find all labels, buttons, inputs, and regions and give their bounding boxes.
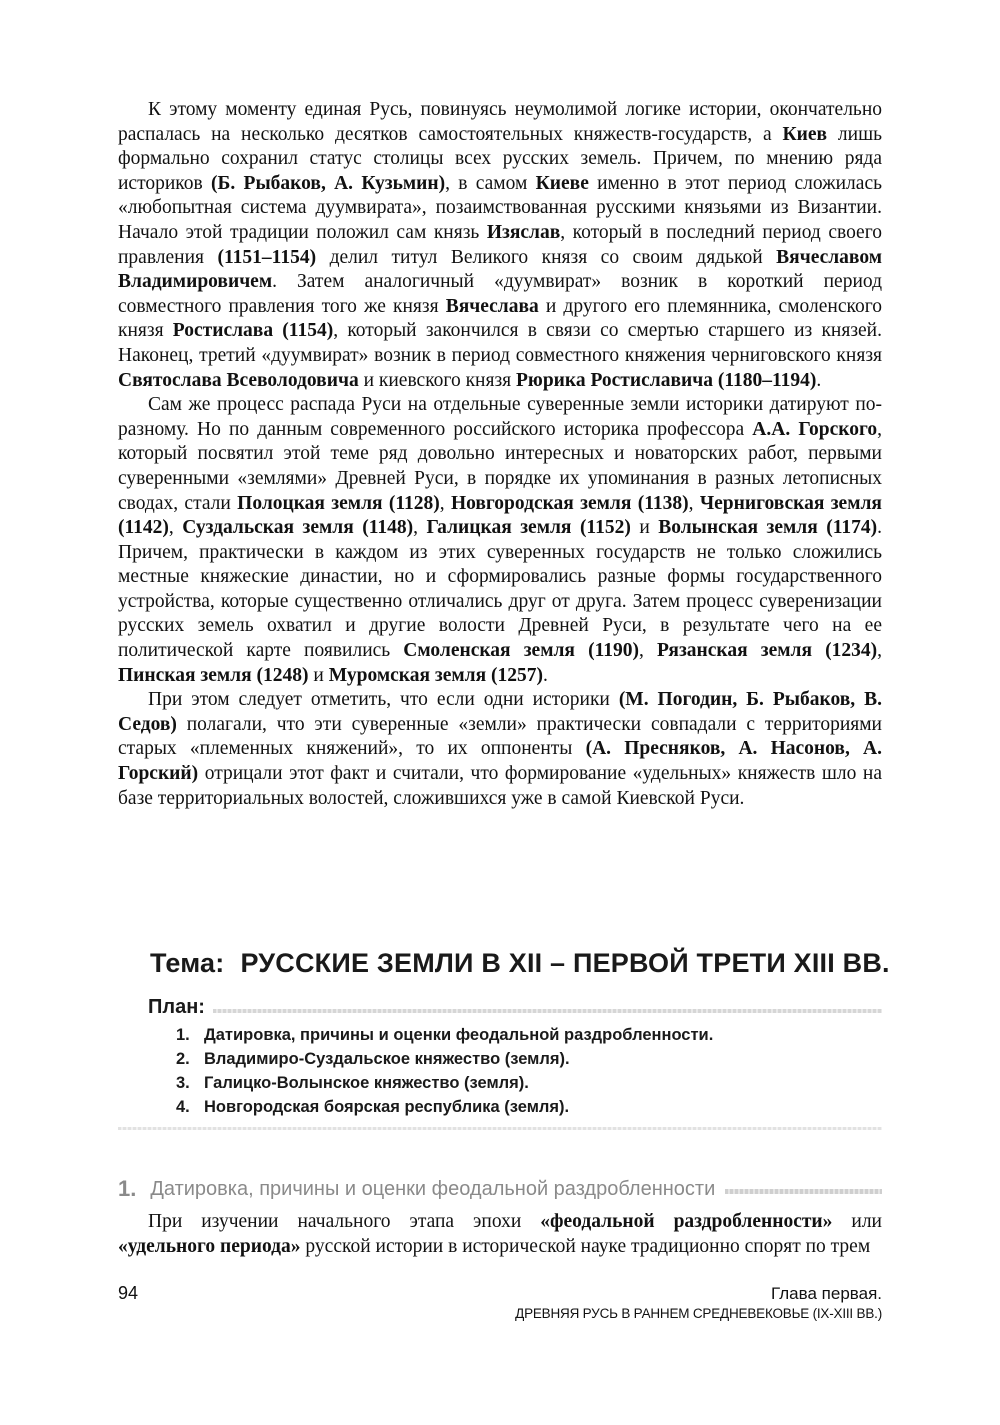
- text-run: , в самом: [445, 172, 536, 194]
- chapter-subtitle: ДРЕВНЯЯ РУСЬ В РАННЕМ СРЕДНЕВЕКОВЬЕ (IX-XIII ВВ.): [515, 1306, 882, 1321]
- text-run: , который посвятил этой теме ряд довольно интересных и новаторских работ, первыми суверенными «землями» Древней Руси, в порядке их упоминания в разных летописных сводах, стали: [118, 418, 882, 514]
- text-run: , который закончился в связи со смертью старшего из князей. Наконец, третий «дуумвират» возник в период совместного княжения черниговского князя: [118, 320, 882, 366]
- text-run: .: [543, 664, 548, 686]
- bold-text: Смоленская земля (1190): [403, 640, 639, 662]
- text-run: ,: [639, 640, 657, 662]
- paragraph: [118, 688, 882, 811]
- text-run: и другого его племянника, смоленского князя: [118, 295, 882, 342]
- bold-text: Муромская земля (1257): [328, 664, 544, 686]
- text-run: ,: [439, 492, 451, 514]
- topic-label: Тема:: [150, 948, 225, 978]
- text-run: , который в последний период своего правления: [118, 221, 882, 268]
- bold-text: Киеве: [535, 172, 589, 194]
- main-text: [118, 98, 882, 811]
- plan-item-number: 3.: [176, 1074, 190, 1092]
- section-heading: [118, 1176, 882, 1202]
- bold-text: Вячеславом Владимировичем: [118, 246, 882, 293]
- text-run: лишь формально сохранил статус столицы всех русских земель. Причем, по мнению ряда историков: [118, 123, 883, 194]
- plan-box: [128, 996, 882, 1130]
- bold-text: Новгородская земля (1138): [450, 492, 689, 514]
- text-run: и: [630, 517, 659, 539]
- plan-item-number: 1.: [176, 1026, 190, 1044]
- text-run: именно в этот период сложилась «любопытная система дуумвирата», позаимствованная русскими князьями из Византии. Начало этой традиции положил сам князь: [118, 172, 882, 243]
- chapter-title: Глава первая.: [771, 1284, 882, 1303]
- bold-text: Пинская земля (1248): [118, 664, 309, 686]
- paragraph: [118, 98, 882, 393]
- text-run: ,: [413, 517, 427, 539]
- text-run: отрицали этот факт и считали, что формирование «удельных» княжеств шло на базе территориальных волостей, сложившихся уже в самой Киевской Руси.: [118, 763, 882, 809]
- bold-text: Изяслав: [486, 221, 561, 243]
- bold-text: Ростислава (1154): [172, 320, 334, 342]
- bold-text: Рязанская земля (1234): [656, 640, 878, 662]
- bold-text: Суздальская земля (1148): [182, 517, 414, 539]
- page-number: 94: [118, 1283, 139, 1303]
- text-run: При этом следует отметить, что если одни историки: [148, 689, 619, 711]
- text-run: .: [816, 369, 822, 391]
- plan-list: [128, 1023, 882, 1119]
- bold-text: Святослава Всеволодовича: [118, 369, 359, 391]
- plan-divider: [213, 1009, 882, 1013]
- plan-title: План:: [148, 996, 205, 1018]
- text-run: . Причем, практически в каждом из этих суверенных государств не только сложились местные княжеские династии, но и сформировались разные формы государственного устройства, которые существенно отличались друг от друга. Затем процесс суверенизации русских земель охватил и другие волости Древней Руси, в результате чего на ее политической карте появились: [118, 517, 883, 662]
- section-number: 1.: [118, 1176, 137, 1201]
- bold-text: (Б. Рыбаков, А. Кузьмин): [211, 172, 446, 194]
- section-divider: [725, 1189, 882, 1194]
- bold-text: Киев: [782, 123, 828, 145]
- topic-title: РУССКИЕ ЗЕМЛИ В XII – ПЕРВОЙ ТРЕТИ XIII ВВ.: [240, 948, 890, 978]
- bold-text: А.А. Горского: [752, 418, 878, 440]
- bold-text: Вячеслава: [445, 295, 539, 317]
- topic-heading: [150, 948, 910, 979]
- bold-text: «феодальной раздробленности»: [540, 1211, 833, 1232]
- plan-item-text: Галицко-Волынское княжество (земля).: [204, 1074, 529, 1092]
- bold-text: Галицкая земля (1152): [426, 517, 631, 539]
- text-run: полагали, что эти суверенные «земли» практически совпадали с территориями старых «племенных княжений», то их оппоненты: [118, 713, 882, 760]
- plan-item: [176, 1047, 882, 1071]
- bold-text: Полоцкая земля (1128): [237, 492, 440, 514]
- text-run: . Затем аналогичный «дуумвират» возник в короткий период совместного правления того же князя: [118, 271, 882, 317]
- text-run: ,: [877, 640, 882, 662]
- plan-item-text: Владимиро-Суздальское княжество (земля).: [204, 1050, 570, 1068]
- bold-text: «удельного периода»: [118, 1235, 301, 1257]
- text-run: При изучении начального этапа эпохи: [148, 1211, 541, 1232]
- bold-text: (А. Пресняков, А. Насонов, А. Горский): [118, 738, 882, 785]
- bold-text: Рюрика Ростиславича (1180–1194): [516, 369, 817, 391]
- text-run: и киевского князя: [358, 369, 516, 391]
- plan-item-text: Датировка, причины и оценки феодальной раздробленности.: [204, 1026, 714, 1044]
- bold-text: Черниговская земля (1142): [118, 492, 882, 539]
- bold-text: Волынская земля (1174): [658, 517, 878, 539]
- text-run: ,: [168, 517, 183, 539]
- text-run: русской истории в исторической науке традиционно спорят по трем: [300, 1235, 871, 1257]
- section-intro: [118, 1210, 882, 1259]
- bold-text: (М. Погодин, Б. Рыбаков, В. Седов): [118, 689, 882, 735]
- paragraph: [118, 393, 882, 688]
- running-footer: [515, 1283, 882, 1323]
- text-run: или: [832, 1211, 882, 1232]
- text-run: и: [308, 664, 329, 686]
- text-run: Сам же процесс распада Руси на отдельные суверенные земли историки датируют по-разному. Но по данным современного российского историка профессора: [118, 394, 882, 440]
- plan-item: [176, 1023, 882, 1047]
- plan-item-number: 2.: [176, 1050, 190, 1068]
- paragraph: [118, 1210, 882, 1259]
- plan-item-text: Новгородская боярская республика (земля).: [204, 1098, 570, 1116]
- text-run: ,: [688, 492, 700, 514]
- plan-item-number: 4.: [176, 1098, 190, 1116]
- plan-bottom-divider: [118, 1127, 882, 1130]
- bold-text: (1151–1154): [217, 246, 317, 268]
- plan-item: [176, 1095, 882, 1119]
- section-title: Датировка, причины и оценки феодальной раздробленности: [150, 1177, 716, 1200]
- plan-item: [176, 1071, 882, 1095]
- text-run: К этому моменту единая Русь, повинуясь неумолимой логике истории, окончательно распалась на несколько десятков самостоятельных княжеств-государств, а: [118, 99, 882, 145]
- text-run: делил титул Великого князя со своим дядькой: [316, 246, 777, 268]
